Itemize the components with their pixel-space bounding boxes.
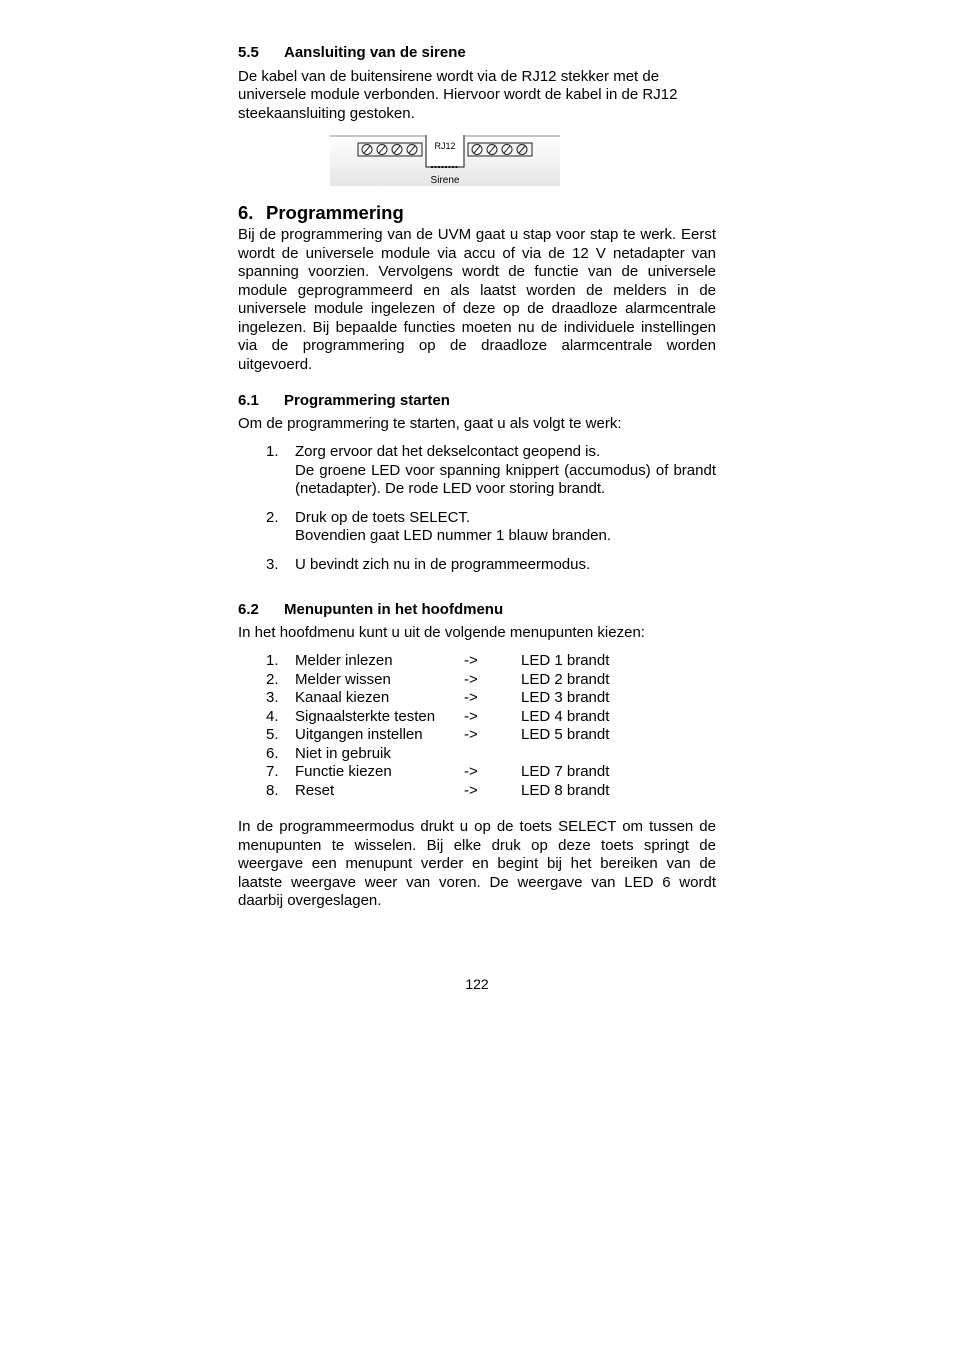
table-row: 8. Reset -> LED 8 brandt bbox=[266, 781, 610, 799]
section-number: 6.1 bbox=[238, 392, 259, 409]
right-screw-terminals bbox=[468, 143, 532, 156]
list-item bbox=[266, 443, 716, 499]
section-title: Programmering starten bbox=[284, 392, 450, 409]
sirene-caption: Sirene bbox=[430, 175, 460, 186]
section-title: Programmering bbox=[266, 202, 404, 223]
list-item bbox=[266, 556, 716, 575]
step-text: U bevindt zich nu in de programmeermodus. bbox=[295, 555, 591, 573]
step-text: Druk op de toets SELECT. bbox=[295, 508, 471, 526]
page-number: 122 bbox=[465, 976, 489, 992]
section-title: Aansluiting van de sirene bbox=[284, 44, 466, 61]
terminal-strip-illustration bbox=[330, 135, 560, 191]
table-row: 2. Melder wissen -> LED 2 brandt bbox=[266, 670, 610, 688]
section-heading-6 bbox=[238, 202, 716, 224]
step-number: 1. bbox=[266, 443, 279, 460]
left-screw-terminals bbox=[358, 143, 422, 156]
rj12-connector-figure bbox=[330, 135, 560, 191]
section-heading-6-2 bbox=[238, 601, 716, 620]
table-row: 7. Functie kiezen -> LED 7 brandt bbox=[266, 763, 610, 780]
list-item bbox=[266, 509, 716, 546]
section-number: 6.2 bbox=[238, 601, 259, 618]
section-number: 6. bbox=[238, 202, 254, 223]
section-heading-6-1 bbox=[238, 392, 716, 411]
section-6-2-intro: In het hoofdmenu kunt u uit de volgende menupunten kiezen: bbox=[238, 623, 645, 641]
step-detail: Bovendien gaat LED nummer 1 blauw branden. bbox=[295, 527, 612, 544]
table-row: 4. Signaalsterkte testen -> LED 4 brandt bbox=[266, 707, 610, 725]
main-menu-table bbox=[266, 652, 716, 800]
start-steps-list bbox=[238, 443, 716, 574]
table-row: 6. Niet in gebruik bbox=[266, 744, 391, 762]
table-row: 1. Melder inlezen -> LED 1 brandt bbox=[266, 652, 610, 669]
section-heading-5-5 bbox=[238, 44, 716, 63]
section-6-2-outro: In de programmeermodus drukt u op de toets SELECT om tussen de menupunten te wisselen. Bij elke druk op deze toets springt de weergave een menupunt verder en begint bij het bereiken van de laatste weergave weer van voren. De weergave van LED 6 wordt daarbij overgeslagen. bbox=[238, 818, 716, 909]
section-5-5-text: De kabel van de buitensirene wordt via de RJ12 stekker met de universele module verbonden. Hiervoor wordt de kabel in de RJ12 steekaansluiting gestoken. bbox=[238, 67, 678, 122]
section-title: Menupunten in het hoofdmenu bbox=[284, 601, 504, 618]
document-page bbox=[238, 44, 716, 911]
table-row: 5. Uitgangen instellen -> LED 5 brandt bbox=[266, 726, 610, 743]
rj12-label: RJ12 bbox=[434, 141, 456, 151]
step-number: 2. bbox=[266, 508, 279, 526]
step-text: Zorg ervoor dat het dekselcontact geopend is. bbox=[295, 443, 601, 460]
table-row: 3. Kanaal kiezen -> LED 3 brandt bbox=[266, 689, 610, 706]
rj12-socket bbox=[426, 135, 464, 167]
step-detail: De groene LED voor spanning knippert (accumodus) of brandt (netadapter). De rode LED voor storing brandt. bbox=[295, 461, 716, 497]
section-6-text: Bij de programmering van de UVM gaat u stap voor stap te werk. Eerst wordt de universele module via accu of via de 12 V netadapter van spanning voorzien. Vervolgens wordt de functie van de universele module geprogrammeerd en als laatst worden de melders in de universele module ingelezen of deze op de draadloze alarmcentrale ingelezen. Bij bepaalde functies moeten nu de individuele instellingen via de programmering op de draadloze alarmcentrale worden uitgevoerd. bbox=[238, 226, 716, 373]
section-number: 5.5 bbox=[238, 44, 259, 61]
step-number: 3. bbox=[266, 555, 279, 573]
section-6-1-intro: Om de programmering te starten, gaat u als volgt te werk: bbox=[238, 414, 622, 432]
